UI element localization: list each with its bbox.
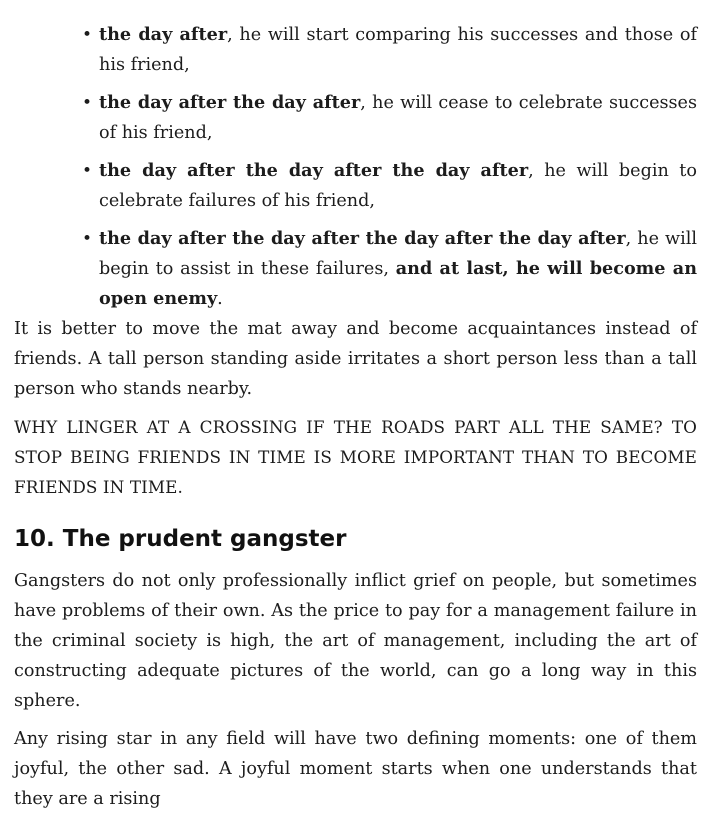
- bullet-bold-text: the day after the day after the day after the day after: [99, 228, 626, 249]
- list-item: [14, 156, 697, 216]
- bullet-text: , he will begin to celebrate failures of his friend,: [99, 161, 697, 211]
- bullet-icon: •: [82, 229, 93, 249]
- bullet-text: , he will cease to celebrate successes of his friend,: [99, 93, 697, 143]
- bullet-bold-text-secondary: and at last, he will become an open enemy: [99, 258, 697, 309]
- bullet-text-end: .: [217, 289, 223, 309]
- bullet-icon: •: [82, 93, 93, 113]
- bullet-bold-text: the day after: [99, 24, 228, 45]
- bullet-text: , he will start comparing his successes and those of his friend,: [99, 25, 697, 75]
- bullet-icon: •: [82, 161, 93, 181]
- bullet-text: , he will begin to assist in these failures,: [99, 229, 697, 279]
- paragraph-rising-star: Any rising star in any field will have two defining moments: one of them joyful, the other sad. A joyful moment starts when one understands that they are a rising: [14, 729, 697, 809]
- bullet-icon: •: [82, 25, 93, 45]
- list-item: [14, 20, 697, 80]
- paragraph-capitalized-maxim: WHY LINGER AT A CROSSING IF THE ROADS PART ALL THE SAME? TO STOP BEING FRIENDS IN TIME IS MORE IMPORTANT THAN TO BECOME FRIENDS IN TIME.: [14, 417, 697, 497]
- paragraph-gangsters: Gangsters do not only professionally inflict grief on people, but sometimes have problems of their own. As the price to pay for a management failure in the criminal society is high, the art of management, including the art of constructing adequate pictures of the world, can go a long way in this sphere.: [14, 571, 697, 711]
- list-item: [14, 88, 697, 148]
- section-title: 10. The prudent gangster: [14, 526, 347, 552]
- list-item: [14, 224, 697, 314]
- bullet-bold-text: the day after the day after: [99, 92, 361, 113]
- paragraph-acquaintances: It is better to move the mat away and become acquaintances instead of friends. A tall person standing aside irritates a short person less than a tall person who stands nearby.: [14, 319, 697, 399]
- bullet-list: [14, 20, 697, 314]
- bullet-bold-text: the day after the day after the day after: [99, 160, 529, 181]
- document-page: [14, 20, 697, 814]
